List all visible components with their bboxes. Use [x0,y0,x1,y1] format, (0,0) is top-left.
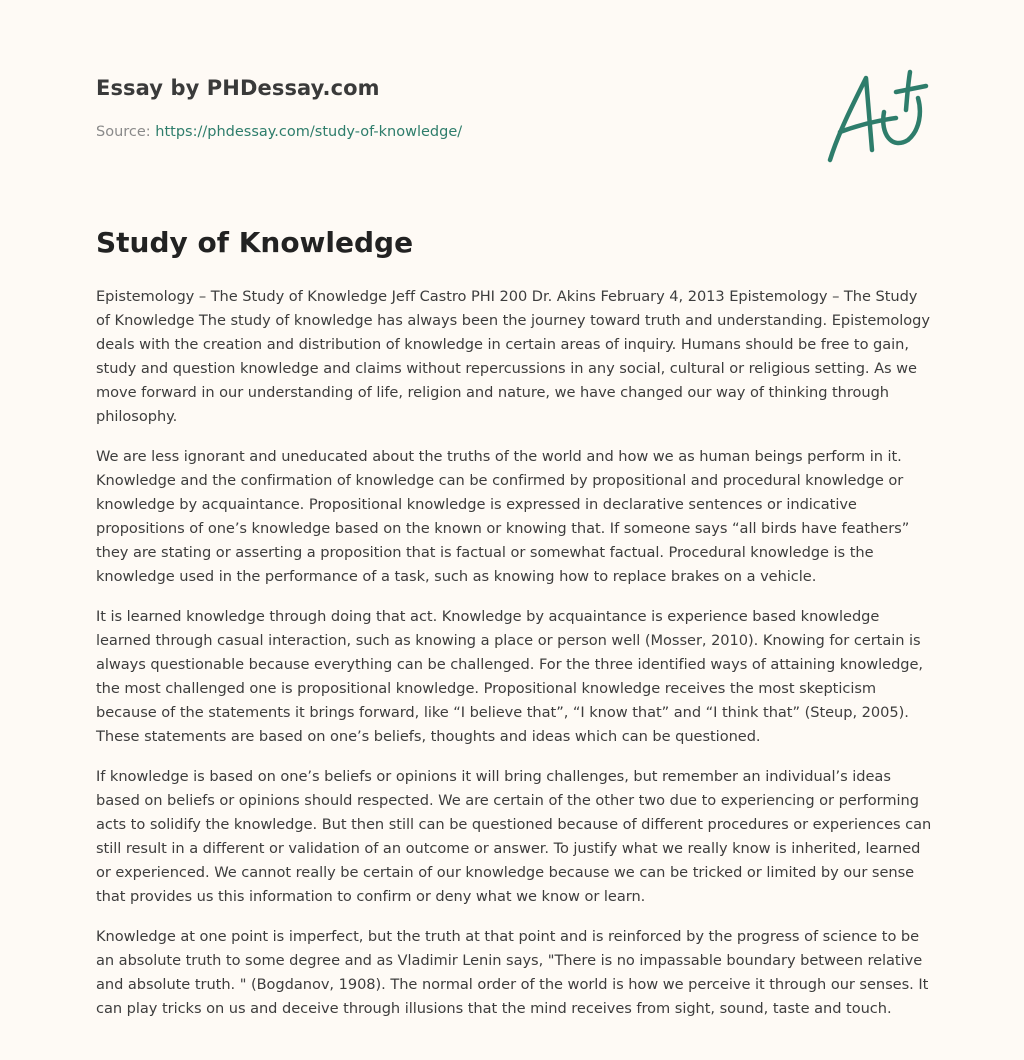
a-plus-grade-icon [822,68,930,166]
essay-title: Study of Knowledge [96,226,414,259]
source-link[interactable]: https://phdessay.com/study-of-knowledge/ [155,124,463,140]
site-title: Essay by PHDessay.com [96,76,380,100]
essay-paragraph: We are less ignorant and uneducated about the truths of the world and how we as human beings perform in it. Knowledge and the confirmation of knowledge can be confirmed by propositional and procedural knowledge or knowledge by acquaintance. Propositional knowledge is expressed in declarative sentences or indicative propositions of one’s knowledge based on the known or knowing that. If someone says “all birds have feathers” they are stating or asserting a proposition that is factual or somewhat factual. Procedural knowledge is the knowledge used in the performance of a task, such as knowing how to replace brakes on a vehicle. [96,448,910,585]
essay-paragraph: It is learned knowledge through doing that act. Knowledge by acquaintance is experience based knowledge learned through casual interaction, such as knowing a place or person well (Mosser, 2010). Knowing for certain is always questionable because everything can be challenged. For the three identified ways of attaining knowledge, the most challenged one is propositional knowledge. Propositional knowledge receives the most skepticism because of the statements it brings forward, like “I believe that”, “I know that” and “I think that” (Steup, 2005). These statements are based on one’s beliefs, thoughts and ideas which can be questioned. [96,608,924,745]
essay-paragraph: Epistemology – The Study of Knowledge Jeff Castro PHI 200 Dr. Akins February 4, 2013 Epistemology – The Study of Knowledge The study of knowledge has always been the journey toward truth and understanding. Epistemology deals with the creation and distribution of knowledge in certain areas of inquiry. Humans should be free to gain, study and question knowledge and claims without repercussions in any social, cultural or religious setting. As we move forward in our understanding of life, religion and nature, we have changed our way of thinking through philosophy. [96,288,930,425]
essay-paragraph: Knowledge at one point is imperfect, but the truth at that point and is reinforced by the progress of science to be an absolute truth to some degree and as Vladimir Lenin says, "There is no impassable boundary between relative and absolute truth. " (Bogdanov, 1908). The normal order of the world is how we perceive it through our senses. It can play tricks on us and deceive through illusions that the mind receives from sight, sound, taste and touch. [96,928,929,1017]
essay-paragraph: If knowledge is based on one’s beliefs or opinions it will bring challenges, but remember an individual’s ideas based on beliefs or opinions should respected. We are certain of the other two due to experiencing or performing acts to solidify the knowledge. But then still can be questioned because of different procedures or experiences can still result in a different or validation of an outcome or answer. To justify what we really know is inherited, learned or experienced. We cannot really be certain of our knowledge because we can be tricked or limited by our sense that provides us this information to confirm or deny what we know or learn. [96,768,932,905]
source-label: Source: [96,124,151,140]
source-line [96,124,462,140]
essay-body [96,285,932,1037]
